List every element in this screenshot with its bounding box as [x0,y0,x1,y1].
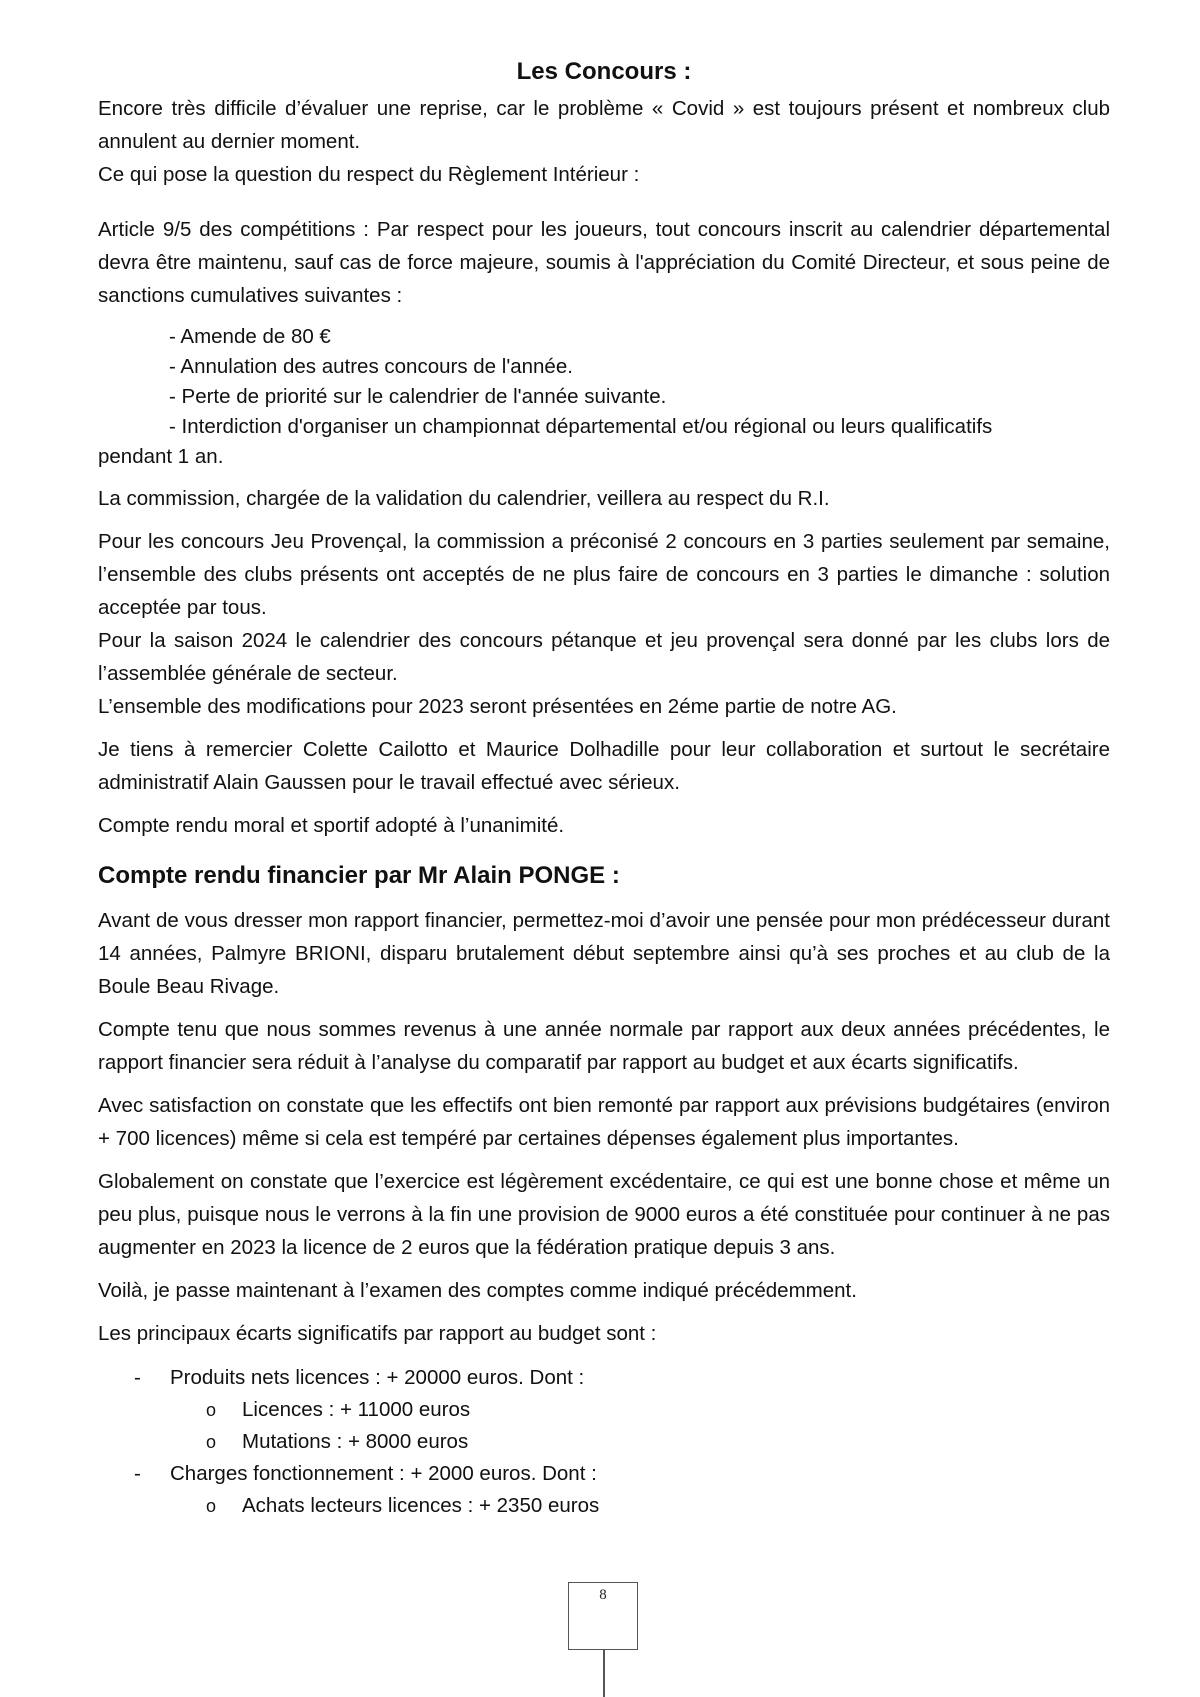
list-item: - Annulation des autres concours de l'année. [169,355,573,378]
paragraph: Voilà, je passe maintenant à l’examen des comptes comme indiqué précédemment. [98,1279,857,1302]
sub-list [170,1394,1110,1458]
list-item-label: Produits nets licences : + 20000 euros. Dont : [170,1366,585,1389]
list-item: - Interdiction d'organiser un championnat départemental et/ou régional ou leurs qualificatifs [169,415,993,438]
sub-list-item [170,1490,1110,1522]
article-paragraph: Article 9/5 des compétitions : Par respect pour les joueurs, tout concours inscrit au calendrier départemental devra être maintenu, sauf cas de force majeure, soumis à l'appréciation du Comité Directeur, et sous peine de sanctions cumulatives suivantes : [98,218,1110,307]
section-title-financier: Compte rendu financier par Mr Alain PONGE : [98,862,620,889]
paragraph: Avec satisfaction on constate que les effectifs ont bien remonté par rapport aux prévisions budgétaires (environ + 700 licences) même si cela est tempéré par certaines dépenses également plus importantes. [98,1094,1110,1150]
paragraph: Ce qui pose la question du respect du Règlement Intérieur : [98,163,640,186]
paragraph: Pour les concours Jeu Provençal, la commission a préconisé 2 concours en 3 parties seulement par semaine, l’ensemble des clubs présents ont acceptés de ne plus faire de concours en 3 parties le dimanche : solution acceptée par tous. [98,530,1110,619]
dash-bullet: - [134,1366,141,1389]
list-item: - Perte de priorité sur le calendrier de l'année suivante. [169,385,667,408]
paragraph: Compte tenu que nous sommes revenus à une année normale par rapport aux deux années précédentes, le rapport financier sera réduit à l’analyse du comparatif par rapport au budget et aux écarts significatifs. [98,1018,1110,1074]
ecarts-list [98,1362,1110,1522]
page-number-connector [603,1650,605,1697]
circle-bullet: o [206,1432,217,1452]
document-page [98,58,1110,1522]
paragraph: La commission, chargée de la validation du calendrier, veillera au respect du R.I. [98,487,830,510]
sub-list-item-label: Mutations : + 8000 euros [242,1430,469,1453]
page-number-box [568,1582,638,1650]
paragraph: Avant de vous dresser mon rapport financier, permettez-moi d’avoir une pensée pour mon prédécesseur durant 14 années, Palmyre BRIONI, disparu brutalement début septembre ainsi qu’à ses proches et au club de la Boule Beau Rivage. [98,909,1110,998]
sub-list-item [170,1426,1110,1458]
circle-bullet: o [206,1400,217,1420]
paragraph: Globalement on constate que l’exercice est légèrement excédentaire, ce qui est une bonne chose et même un peu plus, puisque nous le verrons à la fin une provision de 9000 euros a été constituée pour continuer à ne pas augmenter en 2023 la licence de 2 euros que la fédération pratique depuis 3 ans. [98,1170,1110,1259]
list-item-label: Charges fonctionnement : + 2000 euros. Dont : [170,1462,597,1485]
paragraph: Les principaux écarts significatifs par rapport au budget sont : [98,1322,657,1345]
list-item [98,1362,1110,1458]
section-title-concours: Les Concours : [516,58,692,85]
paragraph: Encore très difficile d’évaluer une reprise, car le problème « Covid » est toujours présent et nombreux club annulent au dernier moment. [98,97,1110,153]
dash-bullet: - [134,1462,141,1485]
sub-list-item-label: Achats lecteurs licences : + 2350 euros [242,1494,600,1517]
list-continuation: pendant 1 an. [98,445,224,468]
sub-list [170,1490,1110,1522]
paragraph: L’ensemble des modifications pour 2023 seront présentées en 2éme partie de notre AG. [98,695,897,718]
paragraph: Pour la saison 2024 le calendrier des concours pétanque et jeu provençal sera donné par les clubs lors de l’assemblée générale de secteur. [98,629,1110,685]
sub-list-item [170,1394,1110,1426]
paragraph: Je tiens à remercier Colette Cailotto et Maurice Dolhadille pour leur collaboration et surtout le secrétaire administratif Alain Gaussen pour le travail effectué avec sérieux. [98,738,1110,794]
page-number: 8 [599,1587,607,1603]
list-item: - Amende de 80 € [169,325,331,348]
paragraph: Compte rendu moral et sportif adopté à l’unanimité. [98,814,565,837]
sub-list-item-label: Licences : + 11000 euros [242,1398,471,1421]
circle-bullet: o [206,1496,217,1516]
sanctions-list [98,322,1110,442]
list-item [98,1458,1110,1522]
